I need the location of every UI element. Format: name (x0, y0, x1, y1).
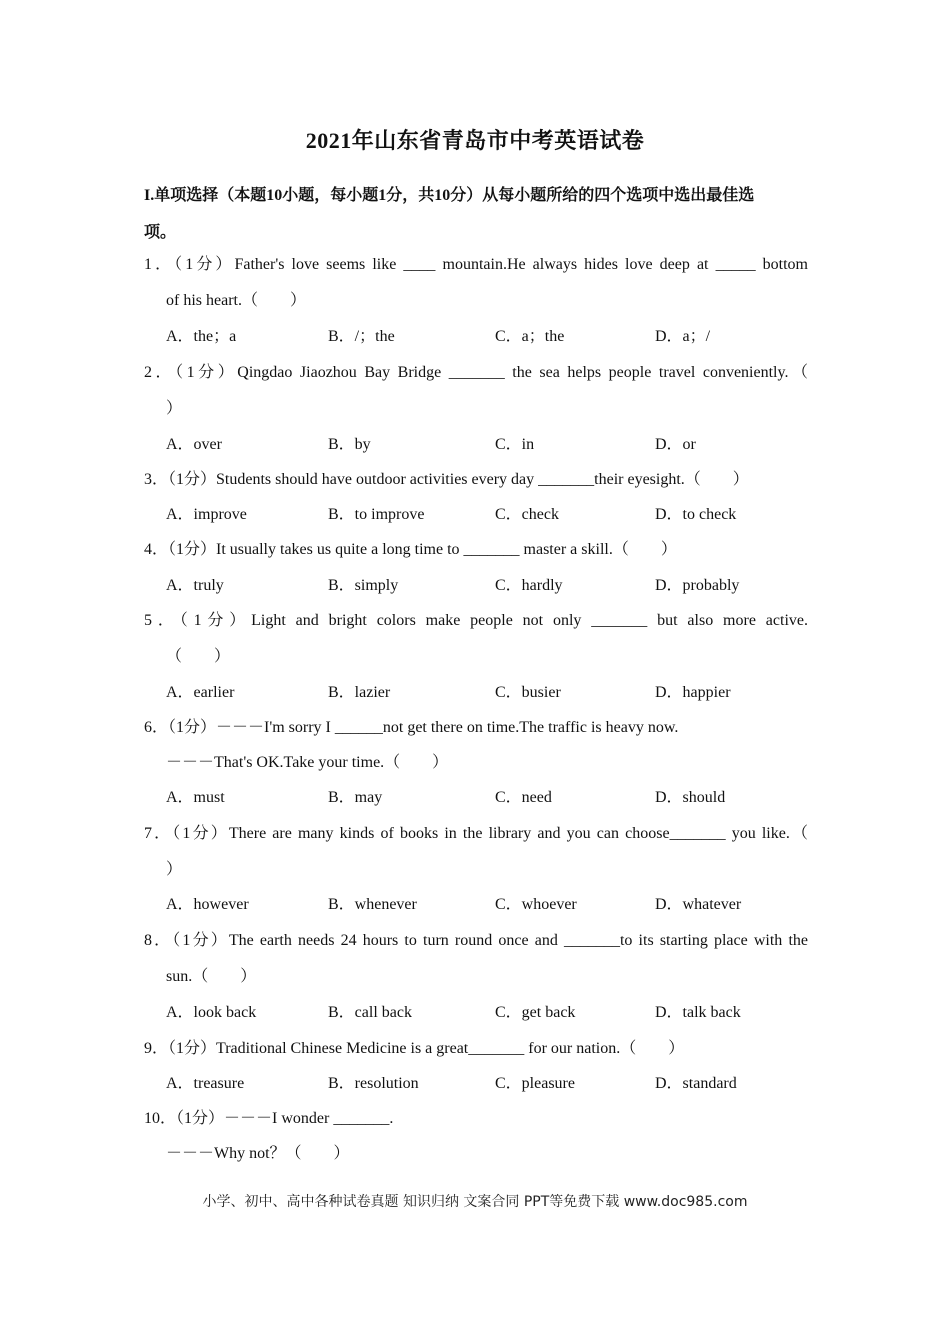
question-9-stem: 9．（1分）Traditional Chinese Medicine is a great_______ for our nation.（ ） (144, 1040, 685, 1057)
question-4-option-b: B．simply (328, 577, 399, 594)
question-5-option-c: C．busier (495, 684, 561, 701)
question-7-stem-cont: ） (166, 861, 183, 878)
question-4-stem: 4．（1分）It usually takes us quite a long time to _______ master a skill.（ ） (144, 541, 677, 558)
question-5-stem-cont: （ ） (166, 648, 231, 665)
question-7-option-a: A．however (166, 896, 249, 913)
footer-text: 小学、初中、高中各种试卷真题 知识归纳 文案合同 PPT等免费下载 www.doc985.com (202, 1194, 748, 1210)
question-1-stem-cont: of his heart.（ ） (166, 292, 306, 309)
question-2-option-d: D．or (655, 436, 696, 453)
question-6-stem-cont: －－－That's OK.Take your time.（ ） (166, 754, 449, 771)
section-heading: I.单项选择（本题10小题，每小题1分，共10分）从每小题所给的四个选项中选出最佳选 (144, 187, 755, 204)
question-2-stem-cont: ） (166, 400, 183, 417)
question-5-option-a: A．earlier (166, 684, 235, 701)
question-1-option-b: B．/；the (328, 328, 395, 345)
question-3-option-a: A．improve (166, 506, 247, 523)
question-7-option-d: D．whatever (655, 896, 742, 913)
question-2-option-a: A．over (166, 436, 222, 453)
question-1-stem: 1．（1分）Father's love seems like ____ mountain.He always hides love deep at _____ bottom (144, 256, 808, 273)
question-3-option-d: D．to check (655, 506, 737, 523)
question-6-option-c: C．need (495, 789, 552, 806)
question-8-option-d: D．talk back (655, 1004, 741, 1021)
question-6-option-a: A．must (166, 789, 225, 806)
question-4-option-c: C．hardly (495, 577, 563, 594)
question-7-option-b: B．whenever (328, 896, 417, 913)
question-2-stem: 2．（1分）Qingdao Jiaozhou Bay Bridge _______ the sea helps people travel conveniently.（ (144, 364, 808, 381)
question-8-stem: 8．（1分）The earth needs 24 hours to turn round once and _______to its starting place with the (144, 932, 808, 949)
question-6-stem: 6．（1分）－－－I'm sorry I ______not get there on time.The traffic is heavy now. (144, 719, 679, 736)
question-9-option-d: D．standard (655, 1075, 737, 1092)
question-1-option-c: C．a；the (495, 328, 565, 345)
question-7-stem: 7．（1分）There are many kinds of books in the library and you can choose_______ you like.（ (144, 825, 808, 842)
question-9-option-a: A．treasure (166, 1075, 245, 1092)
question-8-option-c: C．get back (495, 1004, 576, 1021)
question-3-stem: 3．（1分）Students should have outdoor activities every day _______their eyesight.（ ） (144, 471, 749, 488)
question-6-option-b: B．may (328, 789, 383, 806)
question-4-option-d: D．probably (655, 577, 740, 594)
question-2-option-c: C．in (495, 436, 535, 453)
question-3-option-b: B．to improve (328, 506, 425, 523)
question-5-stem: 5．（1分）Light and bright colors make people not only _______ but also more active. (144, 612, 808, 629)
section-heading-cont: 项。 (144, 224, 177, 241)
question-8-option-b: B．call back (328, 1004, 412, 1021)
question-8-option-a: A．look back (166, 1004, 257, 1021)
question-3-option-c: C．check (495, 506, 559, 523)
question-9-option-b: B．resolution (328, 1075, 419, 1092)
page-title: 2021年山东省青岛市中考英语试卷 (305, 128, 645, 153)
question-9-option-c: C．pleasure (495, 1075, 575, 1092)
question-1-option-d: D．a；/ (655, 328, 711, 345)
question-4-option-a: A．truly (166, 577, 224, 594)
question-10-stem: 10．（1分）－－－I wonder _______. (144, 1110, 394, 1127)
question-1-option-a: A．the；a (166, 328, 237, 345)
question-10-stem-cont: －－－Why not？（ ） (166, 1145, 350, 1162)
question-6-option-d: D．should (655, 789, 726, 806)
question-5-option-b: B．lazier (328, 684, 391, 701)
question-2-option-b: B．by (328, 436, 371, 453)
question-5-option-d: D．happier (655, 684, 731, 701)
question-7-option-c: C．whoever (495, 896, 577, 913)
question-8-stem-cont: sun.（ ） (166, 968, 257, 985)
